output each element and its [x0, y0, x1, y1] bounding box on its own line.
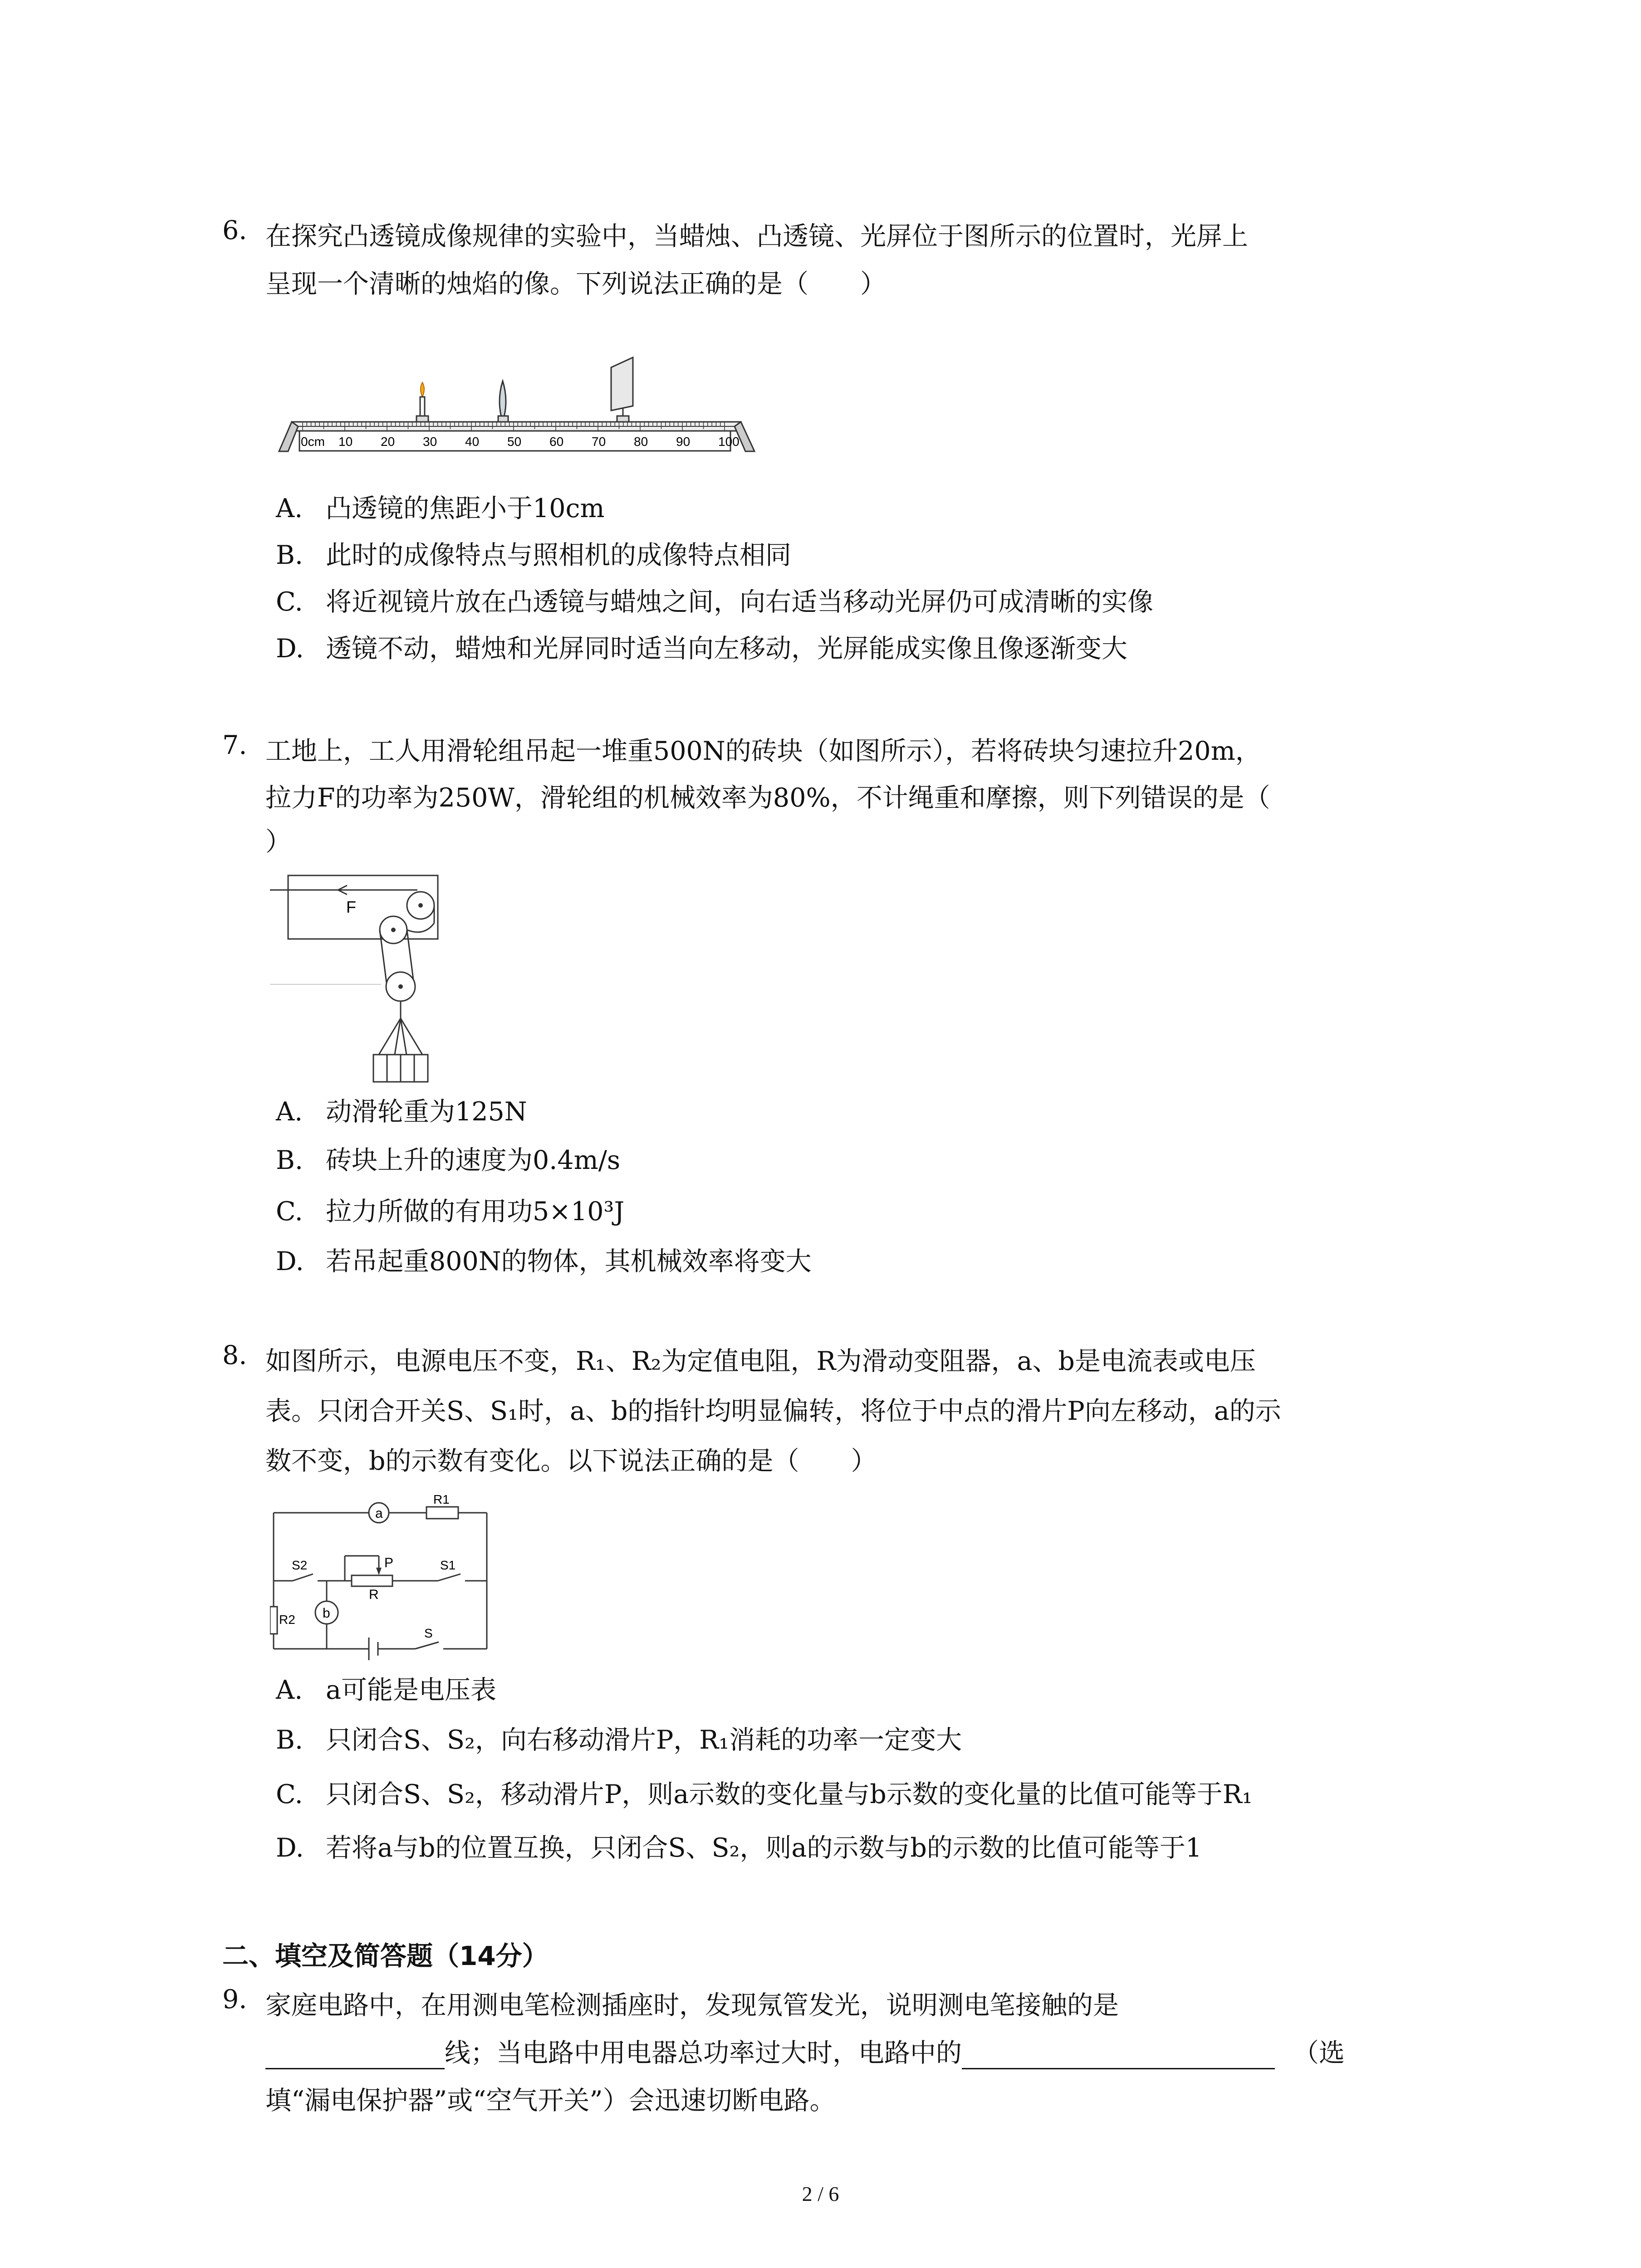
option-text: 动滑轮重为125N: [326, 1097, 527, 1127]
option-label: B.: [276, 540, 304, 570]
optical-bench-figure: [270, 354, 764, 490]
pulley-system-figure: [270, 862, 460, 1089]
option-label: B.: [276, 1725, 304, 1755]
q7-option-a[interactable]: [276, 1091, 527, 1128]
q9-stem-line3: 填“漏电保护器”或“空气开关”）会迅速切断电路。: [265, 2086, 836, 2116]
scale-label: 70: [592, 435, 606, 449]
q6-number: 6.: [222, 215, 247, 245]
scale-label: 50: [507, 435, 522, 449]
option-text: 将近视镜片放在凸透镜与蜡烛之间，向右适当移动光屏仍可成清晰的实像: [326, 587, 1153, 617]
q7-stem-line2: 拉力F的功率为250W，滑轮组的机械效率为80%，不计绳重和摩擦，则下列错误的是（: [265, 783, 1270, 813]
q9-stem-line2: [265, 2032, 1345, 2069]
option-label: A.: [276, 1097, 303, 1127]
light-screen-icon: [611, 357, 633, 422]
q6-stem-line1: 在探究凸透镜成像规律的实验中，当蜡烛、凸透镜、光屏位于图所示的位置时，光屏上: [265, 221, 1248, 251]
scale-label: 30: [423, 435, 437, 449]
circuit-diagram-figure: [270, 1488, 506, 1660]
q9-stem-line1: 家庭电路中，在用测电笔检测插座时，发现氖管发光，说明测电笔接触的是: [265, 1990, 1119, 2020]
q8-number: 8.: [222, 1340, 247, 1370]
scale-label: 90: [676, 435, 691, 449]
option-text: 只闭合S、S₂，向右移动滑片P，R₁消耗的功率一定变大: [326, 1725, 962, 1755]
section-heading: 二、填空及简答题（14分）: [222, 1941, 549, 1971]
option-label: A.: [276, 1675, 303, 1705]
convex-lens-icon: [498, 381, 508, 422]
q8-stem-line2: 表。只闭合开关S、S₁时，a、b的指针均明显偏转，将位于中点的滑片P向左移动，a的示: [265, 1396, 1281, 1426]
scale-label: 80: [634, 435, 648, 449]
r-label: R: [369, 1587, 379, 1602]
answer-blank-2[interactable]: [962, 2041, 1275, 2069]
scale-label: 10: [338, 435, 353, 449]
r2-label: R2: [279, 1613, 295, 1627]
q8-option-b[interactable]: [276, 1719, 962, 1756]
option-text: 若吊起重800N的物体，其机械效率将变大: [326, 1246, 812, 1276]
q8-option-d[interactable]: [276, 1827, 1202, 1864]
p-label: P: [384, 1555, 394, 1570]
q6-stem-line2: 呈现一个清晰的烛焰的像。下列说法正确的是（ ）: [265, 269, 886, 299]
q7-option-c[interactable]: [276, 1191, 624, 1228]
q8-stem-line3: 数不变，b的示数有变化。以下说法正确的是（ ）: [265, 1446, 877, 1476]
option-label: C.: [276, 1197, 303, 1227]
scale-label: 60: [549, 435, 564, 449]
option-label: C.: [276, 1779, 303, 1809]
option-text: 透镜不动，蜡烛和光屏同时适当向左移动，光屏能成实像且像逐渐变大: [326, 634, 1127, 664]
s-label: S: [424, 1626, 433, 1640]
meter-a-label: a: [375, 1506, 383, 1521]
meter-b-label: b: [323, 1606, 330, 1621]
candle-icon: [416, 382, 428, 422]
q7-option-d[interactable]: [276, 1241, 812, 1278]
q9-line2-text: 线；当电路中用电器总功率过大时，电路中的: [445, 2038, 962, 2068]
q7-stem-line1: 工地上，工人用滑轮组吊起一堆重500N的砖块（如图所示），若将砖块匀速拉升20m，: [265, 736, 1261, 766]
q7-number: 7.: [222, 730, 247, 760]
option-text: 凸透镜的焦距小于10cm: [326, 494, 605, 523]
option-label: C.: [276, 587, 303, 617]
option-label: A.: [276, 494, 303, 523]
option-label: D.: [276, 634, 304, 664]
q8-option-c[interactable]: [276, 1774, 1253, 1811]
option-label: D.: [276, 1246, 304, 1276]
q9-line2-end: （选: [1293, 2038, 1345, 2068]
force-label: F: [346, 898, 356, 916]
s1-label: S1: [440, 1558, 456, 1572]
option-text: 若将a与b的位置互换，只闭合S、S₂，则a的示数与b的示数的比值可能等于1: [326, 1833, 1202, 1863]
page-number: 2 / 6: [802, 2182, 839, 2205]
q7-option-b[interactable]: [276, 1139, 620, 1177]
option-label: D.: [276, 1833, 304, 1863]
s2-label: S2: [292, 1558, 308, 1572]
option-text: 砖块上升的速度为0.4m/s: [326, 1145, 621, 1175]
q7-stem-line3: ）: [265, 827, 291, 857]
q8-stem-line1: 如图所示，电源电压不变，R₁、R₂为定值电阻，R为滑动变阻器，a、b是电流表或电压: [265, 1346, 1256, 1376]
answer-blank-1[interactable]: [265, 2041, 445, 2069]
q8-option-a[interactable]: [276, 1669, 496, 1706]
option-label: B.: [276, 1145, 304, 1175]
q6-option-d[interactable]: [276, 628, 1127, 665]
bricks-icon: [373, 1055, 428, 1082]
scale-label: 40: [465, 435, 480, 449]
option-text: a可能是电压表: [326, 1675, 496, 1705]
q6-option-a[interactable]: [276, 488, 605, 525]
q6-option-b[interactable]: [276, 534, 791, 572]
q9-number: 9.: [222, 1984, 247, 2014]
option-text: 此时的成像特点与照相机的成像特点相同: [326, 540, 791, 570]
option-text: 只闭合S、S₂，移动滑片P，则a示数的变化量与b示数的变化量的比值可能等于R₁: [326, 1779, 1253, 1809]
q6-option-c[interactable]: [276, 581, 1153, 618]
option-text: 拉力所做的有用功5×10³J: [326, 1197, 625, 1227]
r1-label: R1: [433, 1492, 450, 1506]
scale-label: 100: [718, 435, 740, 449]
scale-label: 20: [381, 435, 395, 449]
scale-label: 0cm: [301, 435, 325, 449]
